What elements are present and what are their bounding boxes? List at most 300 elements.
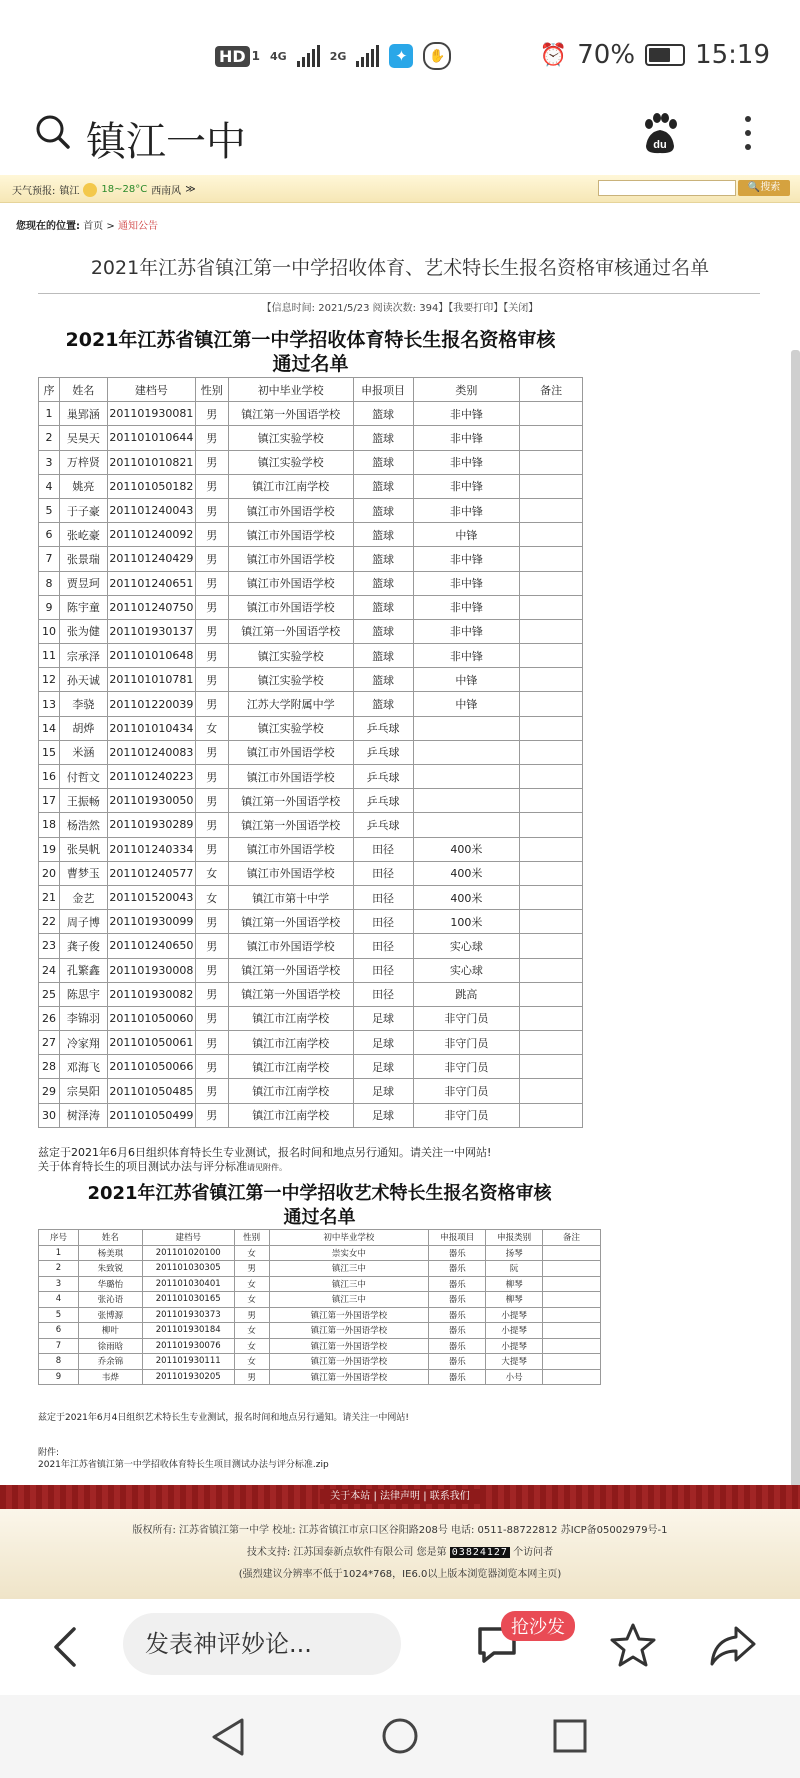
search-icon[interactable]	[36, 115, 70, 149]
table-cell: 男	[195, 692, 228, 716]
table-cell: 镇江第一外国语学校	[269, 1369, 429, 1385]
column-header: 姓名	[59, 378, 107, 402]
table-cell: 4	[39, 1292, 79, 1308]
table-cell: 201101930184	[142, 1323, 234, 1339]
table-cell: 足球	[353, 1079, 413, 1103]
table-cell: 篮球	[353, 498, 413, 522]
table-cell: 非中锋	[413, 547, 520, 571]
arts-title	[38, 1182, 601, 1230]
table-cell	[520, 571, 583, 595]
footer-advice: (强烈建议分辨率不低于1024*768，IE6.0以上版本浏览器浏览本网主页)	[238, 1569, 562, 1580]
footer-copyright: 版权所有: 江苏省镇江第一中学 校址: 江苏省镇江市京口区谷阳路208号 电话: 0511-88722812 苏ICP备05002979号-1	[132, 1525, 668, 1536]
table-cell: 女	[234, 1354, 269, 1370]
table-cell: 8	[39, 1354, 79, 1370]
table-cell: 2	[39, 426, 60, 450]
table-row	[39, 619, 583, 643]
nav-home-icon[interactable]	[380, 1716, 420, 1756]
table-cell: 乒乓球	[353, 813, 413, 837]
table-cell: 201101520043	[107, 885, 195, 909]
table-cell: 于子豪	[59, 498, 107, 522]
table-cell: 6	[39, 1323, 79, 1339]
battery-icon	[645, 44, 685, 66]
table-cell: 201101930111	[142, 1354, 234, 1370]
table-cell: 非中锋	[413, 595, 520, 619]
table-row	[39, 668, 583, 692]
table-row	[39, 474, 583, 498]
table-cell: 400米	[413, 837, 520, 861]
baidu-paw-icon[interactable]	[638, 112, 682, 156]
table-cell	[520, 716, 583, 740]
table-cell: 龚子俊	[59, 934, 107, 958]
table-cell: 201101240083	[107, 740, 195, 764]
table-cell: 201101010648	[107, 644, 195, 668]
table-cell: 男	[195, 402, 228, 426]
table-cell: 201101010781	[107, 668, 195, 692]
table-row	[39, 982, 583, 1006]
table-cell: 14	[39, 716, 60, 740]
table-cell: 镇江市外国语学校	[228, 498, 353, 522]
footer-link-legal[interactable]: 法律声明	[380, 1491, 420, 1502]
table-cell: 柳琴	[486, 1292, 543, 1308]
table-cell: 201101930289	[107, 813, 195, 837]
table-cell: 镇江实验学校	[228, 450, 353, 474]
footer	[0, 1509, 800, 1599]
table-cell: 201101050060	[107, 1006, 195, 1030]
footer-links	[320, 1489, 480, 1504]
table-cell: 8	[39, 571, 60, 595]
table-cell: 镇江第一外国语学校	[228, 789, 353, 813]
table-header	[39, 1230, 601, 1246]
table-row	[39, 523, 583, 547]
weather-label: 天气预报:	[12, 186, 56, 197]
table-cell	[520, 861, 583, 885]
table-cell: 201101030401	[142, 1276, 234, 1292]
table-cell: 201101050182	[107, 474, 195, 498]
table-cell: 镇江市江南学校	[228, 1031, 353, 1055]
table-cell: 姚亮	[59, 474, 107, 498]
table-cell	[413, 813, 520, 837]
table-cell: 男	[195, 958, 228, 982]
sports-table	[38, 377, 583, 1128]
table-cell: 30	[39, 1103, 60, 1127]
table-cell: 镇江市外国语学校	[228, 934, 353, 958]
table-cell: 男	[195, 426, 228, 450]
footer-sep: |	[423, 1491, 427, 1502]
table-cell: 陈思宇	[59, 982, 107, 1006]
table-cell: 韦烨	[78, 1369, 142, 1385]
table-row	[39, 716, 583, 740]
table-cell: 非中锋	[413, 619, 520, 643]
footer-sep: |	[373, 1491, 377, 1502]
table-cell	[520, 402, 583, 426]
table-cell: 篮球	[353, 523, 413, 547]
table-cell: 男	[195, 474, 228, 498]
table-cell: 器乐	[429, 1338, 486, 1354]
table-cell: 201101240223	[107, 765, 195, 789]
breadcrumb-home[interactable]: 首页	[83, 221, 104, 232]
footer-support	[0, 1543, 800, 1558]
table-cell: 乔余锦	[78, 1354, 142, 1370]
battery-fill	[649, 48, 670, 62]
table-cell	[543, 1245, 601, 1261]
table-cell: 24	[39, 958, 60, 982]
table-cell: 400米	[413, 885, 520, 909]
table-cell: 201101010644	[107, 426, 195, 450]
table-cell: 器乐	[429, 1323, 486, 1339]
table-row	[39, 571, 583, 595]
table-cell: 器乐	[429, 1354, 486, 1370]
table-cell: 篮球	[353, 571, 413, 595]
table-cell	[520, 474, 583, 498]
table-cell	[520, 692, 583, 716]
table-cell: 镇江市外国语学校	[228, 595, 353, 619]
table-cell: 10	[39, 619, 60, 643]
table-cell: 镇江实验学校	[228, 668, 353, 692]
table-cell: 宗承泽	[59, 644, 107, 668]
table-cell: 器乐	[429, 1292, 486, 1308]
arts-table	[38, 1229, 601, 1385]
table-cell: 大提琴	[486, 1354, 543, 1370]
comment-badge[interactable]: 抢沙发	[501, 1611, 575, 1641]
nav-recents-icon[interactable]	[552, 1718, 588, 1754]
table-cell: 篮球	[353, 644, 413, 668]
table-cell: 镇江市外国语学校	[228, 740, 353, 764]
table-cell	[543, 1323, 601, 1339]
table-row	[39, 1079, 583, 1103]
alarm-icon: ⏰	[539, 42, 568, 68]
table-cell: 23	[39, 934, 60, 958]
table-cell	[520, 910, 583, 934]
table-cell: 张屹豪	[59, 523, 107, 547]
table-cell: 201101020100	[142, 1245, 234, 1261]
column-header: 备注	[543, 1230, 601, 1246]
visitor-counter: 03824127	[451, 1547, 508, 1558]
table-row	[39, 1031, 583, 1055]
table-cell	[520, 426, 583, 450]
table-cell: 器乐	[429, 1276, 486, 1292]
table-cell: 乒乓球	[353, 740, 413, 764]
table-cell: 男	[195, 789, 228, 813]
footer-support-prefix: 技术支持: 江苏国泰新点软件有限公司 您是第	[246, 1547, 447, 1558]
table-cell	[520, 498, 583, 522]
table-row	[39, 1354, 601, 1370]
table-cell: 乒乓球	[353, 716, 413, 740]
table-cell: 7	[39, 1338, 79, 1354]
table-row	[39, 402, 583, 426]
arts-title-line1: 2021年江苏省镇江第一中学招收艺术特长生报名资格审核	[87, 1183, 552, 1204]
more-menu-icon[interactable]	[742, 112, 754, 156]
star-icon[interactable]	[610, 1622, 656, 1668]
table-cell: 镇江第一外国语学校	[269, 1354, 429, 1370]
table-cell: 非守门员	[413, 1031, 520, 1055]
table-cell: 张沁语	[78, 1292, 142, 1308]
weather-city: 镇江	[59, 186, 80, 197]
table-cell: 非守门员	[413, 1006, 520, 1030]
table-cell: 男	[195, 619, 228, 643]
table-cell: 篮球	[353, 692, 413, 716]
table-cell: 镇江市外国语学校	[228, 547, 353, 571]
table-cell: 镇江市江南学校	[228, 1103, 353, 1127]
table-row	[39, 765, 583, 789]
table-cell: 镇江市第十中学	[228, 885, 353, 909]
table-cell: 201101030305	[142, 1261, 234, 1277]
table-cell	[543, 1292, 601, 1308]
table-cell: 镇江市外国语学校	[228, 765, 353, 789]
table-cell: 6	[39, 523, 60, 547]
footer-links-bar	[0, 1485, 800, 1509]
table-cell: 非中锋	[413, 426, 520, 450]
table-cell: 15	[39, 740, 60, 764]
battery-percent: 70%	[577, 40, 636, 70]
table-cell: 9	[39, 595, 60, 619]
table-cell: 女	[195, 885, 228, 909]
weather-wind: 西南风	[151, 186, 182, 197]
table-cell	[520, 740, 583, 764]
table-cell: 张景瑞	[59, 547, 107, 571]
table-cell: 男	[195, 1103, 228, 1127]
table-row	[39, 958, 583, 982]
table-cell: 400米	[413, 861, 520, 885]
table-cell: 100米	[413, 910, 520, 934]
table-cell: 邓海飞	[59, 1055, 107, 1079]
column-header: 备注	[520, 378, 583, 402]
table-cell: 镇江三中	[269, 1261, 429, 1277]
sports-note-2	[38, 1158, 287, 1174]
table-row	[39, 813, 583, 837]
table-cell: 王振畅	[59, 789, 107, 813]
table-cell: 非中锋	[413, 450, 520, 474]
page-scrollbar[interactable]	[791, 350, 800, 1590]
column-header: 序	[39, 378, 60, 402]
table-cell: 非守门员	[413, 1055, 520, 1079]
table-cell: 201101240651	[107, 571, 195, 595]
footer-support-suffix: 个访问者	[513, 1547, 554, 1558]
table-cell: 田径	[353, 934, 413, 958]
table-row	[39, 740, 583, 764]
comment-input[interactable]: 发表神评妙论...	[123, 1613, 401, 1675]
footer-link-about[interactable]: 关于本站	[330, 1491, 371, 1502]
table-cell: 男	[195, 498, 228, 522]
table-cell: 女	[234, 1323, 269, 1339]
table-cell: 篮球	[353, 402, 413, 426]
table-cell: 201101240043	[107, 498, 195, 522]
table-cell: 胡烨	[59, 716, 107, 740]
table-cell: 3	[39, 1276, 79, 1292]
table-cell	[543, 1307, 601, 1323]
clock: 15:19	[695, 40, 770, 70]
search-query[interactable]: 镇江一中	[86, 119, 246, 165]
table-cell: 5	[39, 498, 60, 522]
table-cell: 男	[195, 765, 228, 789]
table-cell: 器乐	[429, 1307, 486, 1323]
table-cell: 田径	[353, 885, 413, 909]
column-header: 申报类别	[486, 1230, 543, 1246]
table-cell: 小提琴	[486, 1307, 543, 1323]
table-cell: 实心球	[413, 934, 520, 958]
weather-temp: 18~28°C	[101, 184, 148, 195]
table-cell: 28	[39, 1055, 60, 1079]
table-cell: 柳叶	[78, 1323, 142, 1339]
table-cell	[520, 934, 583, 958]
table-cell: 足球	[353, 1103, 413, 1127]
table-cell	[520, 668, 583, 692]
table-cell: 18	[39, 813, 60, 837]
sports-title	[38, 328, 583, 376]
status-icons	[215, 42, 451, 70]
table-cell: 镇江第一外国语学校	[228, 813, 353, 837]
table-cell	[520, 450, 583, 474]
table-cell: 201101050485	[107, 1079, 195, 1103]
table-cell: 镇江第一外国语学校	[269, 1338, 429, 1354]
table-cell: 张为健	[59, 619, 107, 643]
table-cell: 巢郢涵	[59, 402, 107, 426]
table-cell: 李锦羽	[59, 1006, 107, 1030]
table-cell: 201101050061	[107, 1031, 195, 1055]
table-cell: 11	[39, 644, 60, 668]
sports-title-line2: 通过名单	[272, 353, 349, 375]
table-cell: 镇江市江南学校	[228, 1055, 353, 1079]
table-cell: 27	[39, 1031, 60, 1055]
lightbulb-icon: ✦	[389, 44, 413, 68]
table-cell: 陈宇童	[59, 595, 107, 619]
table-cell: 付哲文	[59, 765, 107, 789]
table-cell	[413, 765, 520, 789]
sports-note-2-text: 关于体育特长生的项目测试办法与评分标准	[38, 1160, 247, 1173]
column-header: 类别	[413, 378, 520, 402]
table-cell: 孔繁鑫	[59, 958, 107, 982]
table-cell: 柳琴	[486, 1276, 543, 1292]
table-row	[39, 498, 583, 522]
network-4g-label: 4G	[270, 49, 287, 63]
table-cell: 镇江第一外国语学校	[228, 982, 353, 1006]
table-cell	[520, 1006, 583, 1030]
table-cell	[520, 1055, 583, 1079]
column-header: 申报项目	[353, 378, 413, 402]
table-cell: 篮球	[353, 668, 413, 692]
table-cell	[543, 1261, 601, 1277]
table-cell: 201101030165	[142, 1292, 234, 1308]
table-cell: 男	[234, 1307, 269, 1323]
table-cell: 201101240092	[107, 523, 195, 547]
table-cell: 跳高	[413, 982, 520, 1006]
table-cell: 女	[234, 1338, 269, 1354]
back-icon[interactable]	[50, 1625, 80, 1669]
table-cell: 5	[39, 1307, 79, 1323]
table-cell: 男	[195, 837, 228, 861]
table-cell: 201101930099	[107, 910, 195, 934]
table-cell: 镇江实验学校	[228, 716, 353, 740]
table-cell: 李骁	[59, 692, 107, 716]
page-title: 2021年江苏省镇江第一中学招收体育、艺术特长生报名资格审核通过名单	[90, 257, 710, 279]
table-cell: 篮球	[353, 474, 413, 498]
column-header: 建档号	[107, 378, 195, 402]
table-cell: 201101930082	[107, 982, 195, 1006]
column-header: 建档号	[142, 1230, 234, 1246]
table-cell	[520, 885, 583, 909]
table-cell: 阮	[486, 1261, 543, 1277]
table-cell: 201101240577	[107, 861, 195, 885]
table-cell: 米涵	[59, 740, 107, 764]
table-cell: 田径	[353, 982, 413, 1006]
table-cell: 金艺	[59, 885, 107, 909]
signal-icon-2	[356, 45, 379, 67]
breadcrumb-current[interactable]: 通知公告	[117, 221, 158, 232]
table-cell: 19	[39, 837, 60, 861]
table-cell: 男	[195, 450, 228, 474]
table-cell: 镇江市江南学校	[228, 474, 353, 498]
table-cell: 器乐	[429, 1369, 486, 1385]
table-row	[39, 1307, 601, 1323]
table-cell: 201101050499	[107, 1103, 195, 1127]
table-cell: 男	[195, 1055, 228, 1079]
table-cell: 器乐	[429, 1261, 486, 1277]
table-cell: 非中锋	[413, 644, 520, 668]
column-header: 申报项目	[429, 1230, 486, 1246]
table-row	[39, 1245, 601, 1261]
table-cell: 小提琴	[486, 1323, 543, 1339]
table-cell	[520, 619, 583, 643]
table-cell: 华璐怡	[78, 1276, 142, 1292]
table-cell: 1	[39, 402, 60, 426]
nav-back-icon[interactable]	[208, 1716, 248, 1758]
table-cell: 男	[234, 1369, 269, 1385]
table-cell: 201101240429	[107, 547, 195, 571]
table-cell: 吴昊天	[59, 426, 107, 450]
table-cell	[520, 1103, 583, 1127]
table-cell: 非中锋	[413, 474, 520, 498]
share-icon[interactable]	[708, 1622, 758, 1668]
table-cell: 镇江市外国语学校	[228, 571, 353, 595]
table-cell: 201101240650	[107, 934, 195, 958]
svg-text:du: du	[653, 139, 667, 151]
hand-icon: ✋	[423, 42, 451, 70]
site-search-input[interactable]	[598, 180, 736, 196]
breadcrumb-label: 您现在的位置:	[16, 221, 80, 232]
table-cell: 16	[39, 765, 60, 789]
table-cell	[520, 958, 583, 982]
table-cell: 9	[39, 1369, 79, 1385]
column-header: 初中毕业学校	[269, 1230, 429, 1246]
table-cell: 曹梦玉	[59, 861, 107, 885]
attachment-link[interactable]: 2021年江苏省镇江第一中学招收体育特长生项目测试办法与评分标准.zip	[38, 1460, 329, 1470]
table-cell: 篮球	[353, 619, 413, 643]
table-cell	[413, 789, 520, 813]
table-row	[39, 1261, 601, 1277]
site-search-button[interactable]: 🔍搜索	[738, 180, 790, 196]
table-row	[39, 1338, 601, 1354]
footer-link-contact[interactable]: 联系我们	[429, 1491, 470, 1502]
table-cell: 女	[195, 861, 228, 885]
table-row	[39, 910, 583, 934]
arts-note: 兹定于2021年6月4日组织艺术特长生专业测试，报名时间和地点另行通知。请关注一中网站!	[38, 1413, 409, 1423]
table-cell: 杨美琪	[78, 1245, 142, 1261]
table-cell: 乒乓球	[353, 765, 413, 789]
table-cell: 20	[39, 861, 60, 885]
table-row	[39, 1055, 583, 1079]
table-cell: 镇江第一外国语学校	[228, 958, 353, 982]
table-cell: 201101930205	[142, 1369, 234, 1385]
table-cell: 小提琴	[486, 1338, 543, 1354]
table-row	[39, 885, 583, 909]
arts-title-line2: 通过名单	[283, 1207, 356, 1228]
table-cell: 29	[39, 1079, 60, 1103]
table-cell: 1	[39, 1245, 79, 1261]
table-row	[39, 837, 583, 861]
table-cell: 3	[39, 450, 60, 474]
info-line[interactable]: 【信息时间: 2021/5/23 阅读次数: 394】【我要打印】【关闭】	[261, 303, 539, 314]
weather-more-arrow[interactable]: ≫	[185, 184, 196, 195]
table-cell	[520, 595, 583, 619]
